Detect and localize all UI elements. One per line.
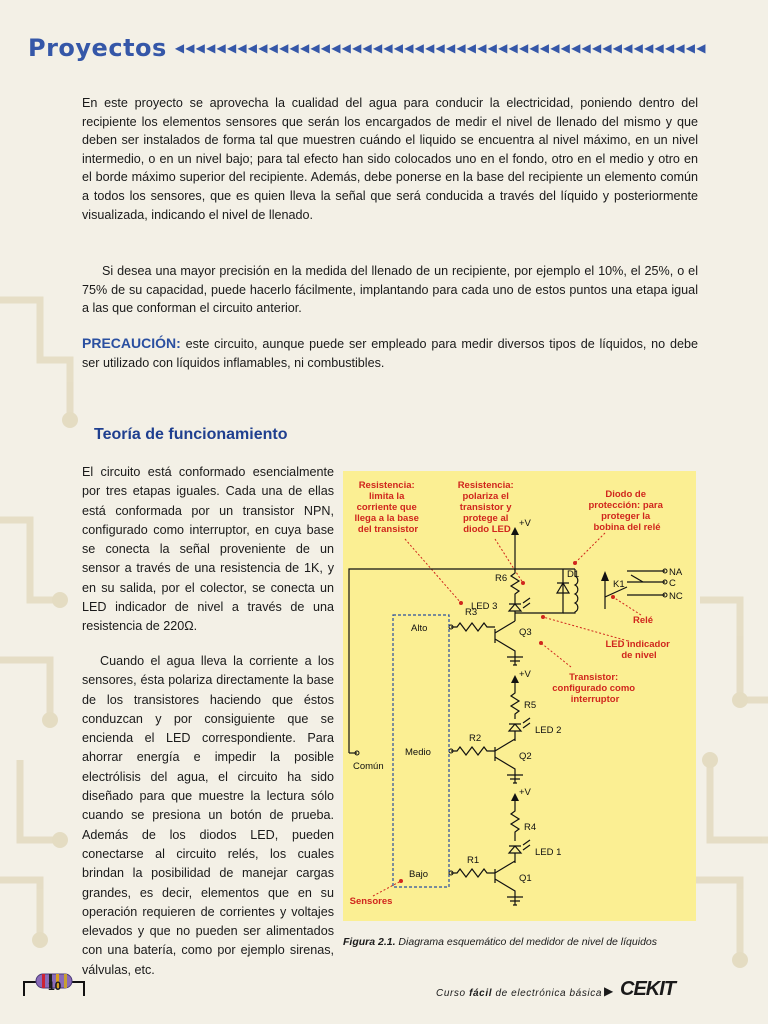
footer-arrow-icon: ▶ xyxy=(604,984,614,998)
caution-text: este circuito, aunque puede ser empleado para medir diversos tipos de líquidos, no debe ser utilizado con líquidos inflamables, ni combustibles. xyxy=(82,337,698,370)
figure-caption xyxy=(343,936,657,948)
label-k1: K1 xyxy=(613,579,625,590)
footer-course: Curso fácil de electrónica básica xyxy=(436,988,603,999)
label-r5: R5 xyxy=(524,700,537,711)
section-header xyxy=(28,34,707,62)
label-comun: Común xyxy=(353,761,384,772)
label-bajo: Bajo xyxy=(409,869,429,880)
label-q2: Q2 xyxy=(519,751,532,762)
schematic-figure xyxy=(343,471,696,921)
label-vplus-bottom: +V xyxy=(519,787,531,798)
label-q3: Q3 xyxy=(519,627,532,638)
annotation-d1: Diodo de protección: para proteger la bobina del relé xyxy=(588,489,663,533)
label-q1: Q1 xyxy=(519,873,532,884)
label-na: NA xyxy=(669,567,683,578)
sensors-annotation: Sensores xyxy=(349,896,393,907)
label-r2: R2 xyxy=(469,733,482,744)
caption-text: Diagrama esquemático del medidor de nivel de líquidos xyxy=(395,936,657,948)
label-nc: NC xyxy=(669,591,683,602)
cekit-logo: CEKIT xyxy=(620,978,675,1000)
label-r6: R6 xyxy=(495,573,508,584)
page-number: 10 xyxy=(48,979,62,993)
label-led3: LED 3 xyxy=(471,601,498,612)
precision-paragraph: Si desea una mayor precisión en la medida del llenado de un recipiente, por ejemplo el 10%, el 25%, o el 75% de su capacidad, puede hacerlo fácilmente, implantando para cada uno de estos puntos una etapa igual a las que conforman el circuito anterior. xyxy=(82,264,698,316)
caution-label: PRECAUCIÓN: xyxy=(82,335,181,351)
label-r1: R1 xyxy=(467,855,480,866)
annotation-r3: Resistencia: limita la corriente que llega a la base del transistor xyxy=(354,480,419,535)
section-title: Teoría de funcionamiento xyxy=(94,426,288,443)
circuit-schematic xyxy=(343,471,696,921)
header-title: Proyectos xyxy=(28,34,167,62)
label-led2: LED 2 xyxy=(535,725,562,736)
caution-paragraph xyxy=(82,334,698,372)
annotation-r6: Resistencia: polariza el transistor y protege al diodo LED xyxy=(457,480,514,535)
label-d1: D1 xyxy=(567,569,580,580)
annotation-led-indicator: LED indicador de nivel xyxy=(605,639,670,661)
header-arrow-decoration: ◀◀◀◀◀◀◀◀◀◀◀◀◀◀◀◀◀◀◀◀◀◀◀◀◀◀◀◀◀◀◀◀◀◀◀◀◀◀◀◀◀◀◀◀◀◀◀◀◀◀◀ xyxy=(174,41,707,55)
label-r3: R3 xyxy=(465,607,478,618)
theory-paragraph-2: Cuando el agua lleva la corriente a los sensores, ésta polariza directamente la base de los transistores haciendo que éstos conduzcan y por consiguiente que se encienda el LED correspondiente. Para ahorrar energía e impedir la posible electrólisis del agua, el circuito ha sido diseñado para que muestre la lectura sólo cuando se presiona un botón de prueba. Además de los diodos LED, pueden conectarse al circuito relés, los cuales brindan la posibilidad de manejar cargas grandes, es decir, elementos que en su operación requieren de corrientes y voltajes elevados y que no pueden ser alimentados con una batería, como por ejemplo sirenas, válvulas, etc. xyxy=(82,654,334,977)
intro-paragraph: En este proyecto se aprovecha la cualidad del agua para conducir la electricidad, poniendo dentro del recipiente los elementos sensores que serán los encargados de medir el nivel de llenado del mismo y que deben ser instalados de forma tal que muestren cuándo el liquido se encuentra al nivel máximo, en un nivel intermedio, o en un nivel bajo; para tal efecto han sido colocados uno en el fondo, otro en el medio y otro en el borde máximo superior del recipiente. Además, debe ponerse en la base del recipiente un elemento común a todos los sensores, que es quien lleva la señal que será conducida a través del líquido y posteriormente visualizada, indicando el nivel de llenado. xyxy=(82,96,698,222)
label-led1: LED 1 xyxy=(535,847,562,858)
annotation-transistor: Transistor: configurado como interruptor xyxy=(552,672,636,705)
theory-paragraph-1: El circuito está conformado esencialmente por tres etapas iguales. Cada una de ellas está conformada por un transistor NPN, configurado como interruptor, en cuya base se conecta la señal proveniente de un sensor a través de una resistencia de 1K, y en su salida, por el colector, se conecta un LED indicador de nivel a través de una resistencia de 220Ω. xyxy=(82,465,334,634)
caption-label: Figura 2.1. xyxy=(343,936,396,948)
label-r4: R4 xyxy=(524,822,537,833)
label-vplus-mid: +V xyxy=(519,669,531,680)
relay-annotation: Relé xyxy=(632,615,654,626)
label-alto: Alto xyxy=(411,623,428,634)
label-vplus-top: +V xyxy=(519,518,531,529)
label-c: C xyxy=(669,578,676,589)
label-medio: Medio xyxy=(405,747,431,758)
